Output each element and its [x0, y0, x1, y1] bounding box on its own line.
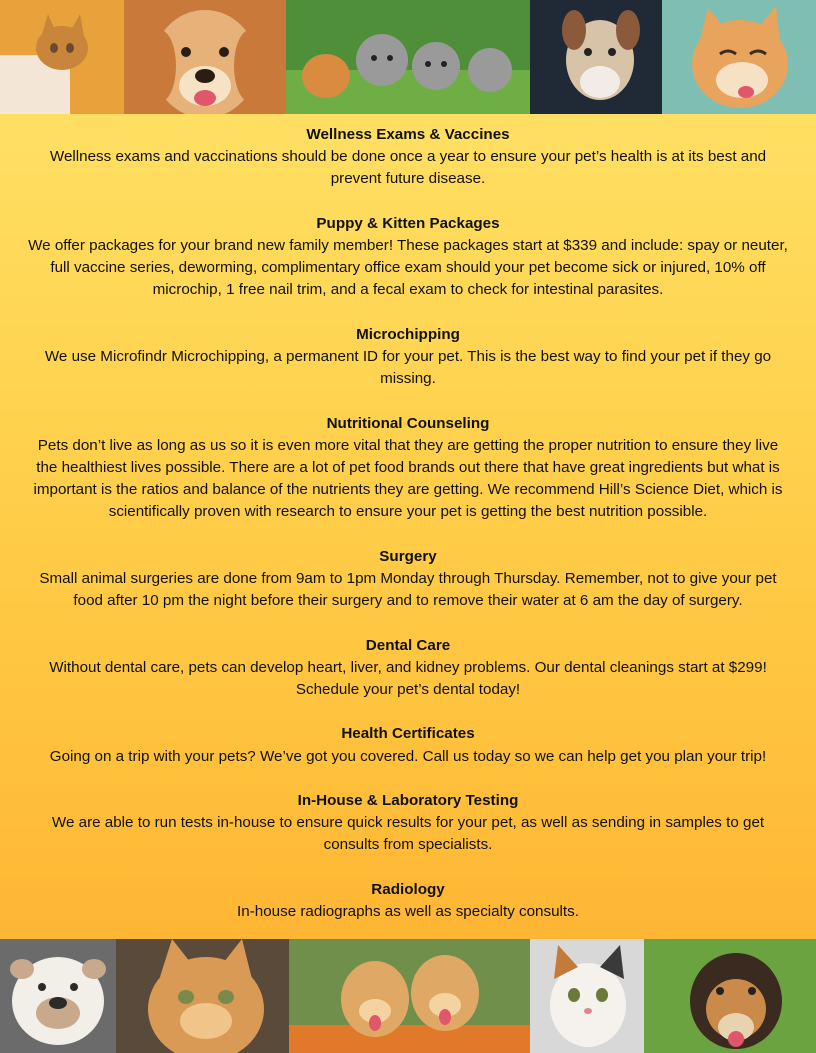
description-line: the healthiest lives possible. There are a lot of pet food brands out there that have great ingredients but what is	[36, 459, 780, 476]
description-line: consults from specialists.	[323, 836, 493, 854]
photo-happy-mixed-dog	[644, 939, 816, 1053]
photo-kittens-on-grass	[286, 0, 530, 114]
photo-orange-tabby-cat	[116, 939, 289, 1053]
service-description	[4, 146, 812, 190]
description-line: Pets don’t live as long as us so it is even more vital that they are getting the proper nutrition to ensure they live	[37, 436, 779, 454]
service-heading: Health Certificates	[341, 725, 475, 743]
description-line: microchip, 1 free nail trim, and a fecal exam to check for intestinal parasites.	[152, 281, 664, 299]
kittens-image	[286, 0, 530, 114]
service-description	[4, 346, 812, 390]
description-line: full vaccine series, deworming, complimentary office exam should your pet become sick or injured, 10% off	[50, 259, 766, 277]
cat-on-box-image	[0, 0, 124, 114]
service-section	[0, 546, 816, 613]
service-description	[4, 746, 812, 768]
photo-two-golden-puppies	[289, 939, 530, 1053]
service-section	[0, 879, 816, 923]
service-section	[0, 413, 816, 524]
service-heading: Dental Care	[365, 636, 451, 654]
description-line: scientifically proven with research to ensure your pet is getting the best nutrition possible.	[108, 503, 708, 521]
bulldog-image	[0, 939, 116, 1053]
orange-cat-image	[662, 0, 816, 114]
orange-tabby-image	[116, 939, 289, 1053]
service-heading: Nutritional Counseling	[326, 414, 490, 432]
photo-golden-retriever	[124, 0, 286, 114]
service-section	[0, 213, 816, 302]
service-description	[4, 435, 812, 524]
description-line: Wellness exams and vaccinations should be done once a year to ensure your pet’s health is at its best and	[49, 148, 767, 166]
service-section	[0, 124, 816, 191]
description-line: Going on a trip with your pets? We’ve got you covered. Call us today so we can help get you plan your trip!	[49, 747, 767, 765]
photo-smiling-dog	[530, 0, 662, 114]
description-line: We use Microfindr Microchipping, a permanent ID for your pet. This is the best way to find your pet if they go	[44, 348, 772, 365]
service-description	[4, 901, 812, 923]
description-line: prevent future disease.	[330, 170, 486, 188]
service-description	[4, 568, 812, 612]
service-section	[0, 324, 816, 391]
service-heading: Microchipping	[356, 325, 460, 343]
happy-dog-image	[644, 939, 816, 1053]
description-line: food after 10 pm the night before their surgery and to remove their water at 6 am the day of surgery.	[73, 592, 743, 610]
service-description	[4, 657, 812, 701]
service-section	[0, 635, 816, 702]
service-section	[0, 723, 816, 767]
top-photo-strip	[0, 0, 816, 114]
services-list	[0, 124, 816, 945]
service-heading: Puppy & Kitten Packages	[316, 214, 500, 232]
description-line: Small animal surgeries are done from 9am to 1pm Monday through Thursday. Remember, not to give your pet	[39, 570, 777, 587]
service-heading: Radiology	[371, 880, 445, 898]
service-heading: Surgery	[379, 547, 437, 565]
description-line: missing.	[380, 370, 436, 388]
photo-bulldog	[0, 939, 116, 1053]
calico-cat-image	[530, 939, 644, 1053]
description-line: important is the ratios and balance of the nutrients they are getting. We recommend Hill’s Science Diet, which is	[33, 481, 783, 499]
service-heading: In-House & Laboratory Testing	[297, 791, 519, 809]
description-line: We are able to run tests in-house to ensure quick results for your pet, as well as sending in samples to get	[51, 814, 765, 832]
photo-orange-cat	[662, 0, 816, 114]
description-line: Without dental care, pets can develop heart, liver, and kidney problems. Our dental cleanings start at $299!	[49, 658, 767, 676]
service-description	[4, 812, 812, 856]
puppies-image	[289, 939, 530, 1053]
service-heading: Wellness Exams & Vaccines	[306, 126, 510, 143]
photo-calico-cat	[530, 939, 644, 1053]
description-line: We offer packages for your brand new family member! These packages start at $339 and include: spay or neuter,	[28, 237, 788, 254]
description-line: In-house radiographs as well as specialty consults.	[237, 902, 579, 920]
description-line: Schedule your pet’s dental today!	[295, 681, 521, 698]
photo-cat-on-box	[0, 0, 124, 114]
bottom-photo-strip	[0, 939, 816, 1053]
golden-retriever-image	[124, 0, 286, 114]
service-section	[0, 790, 816, 857]
smiling-dog-image	[530, 0, 662, 114]
service-description	[4, 235, 812, 302]
